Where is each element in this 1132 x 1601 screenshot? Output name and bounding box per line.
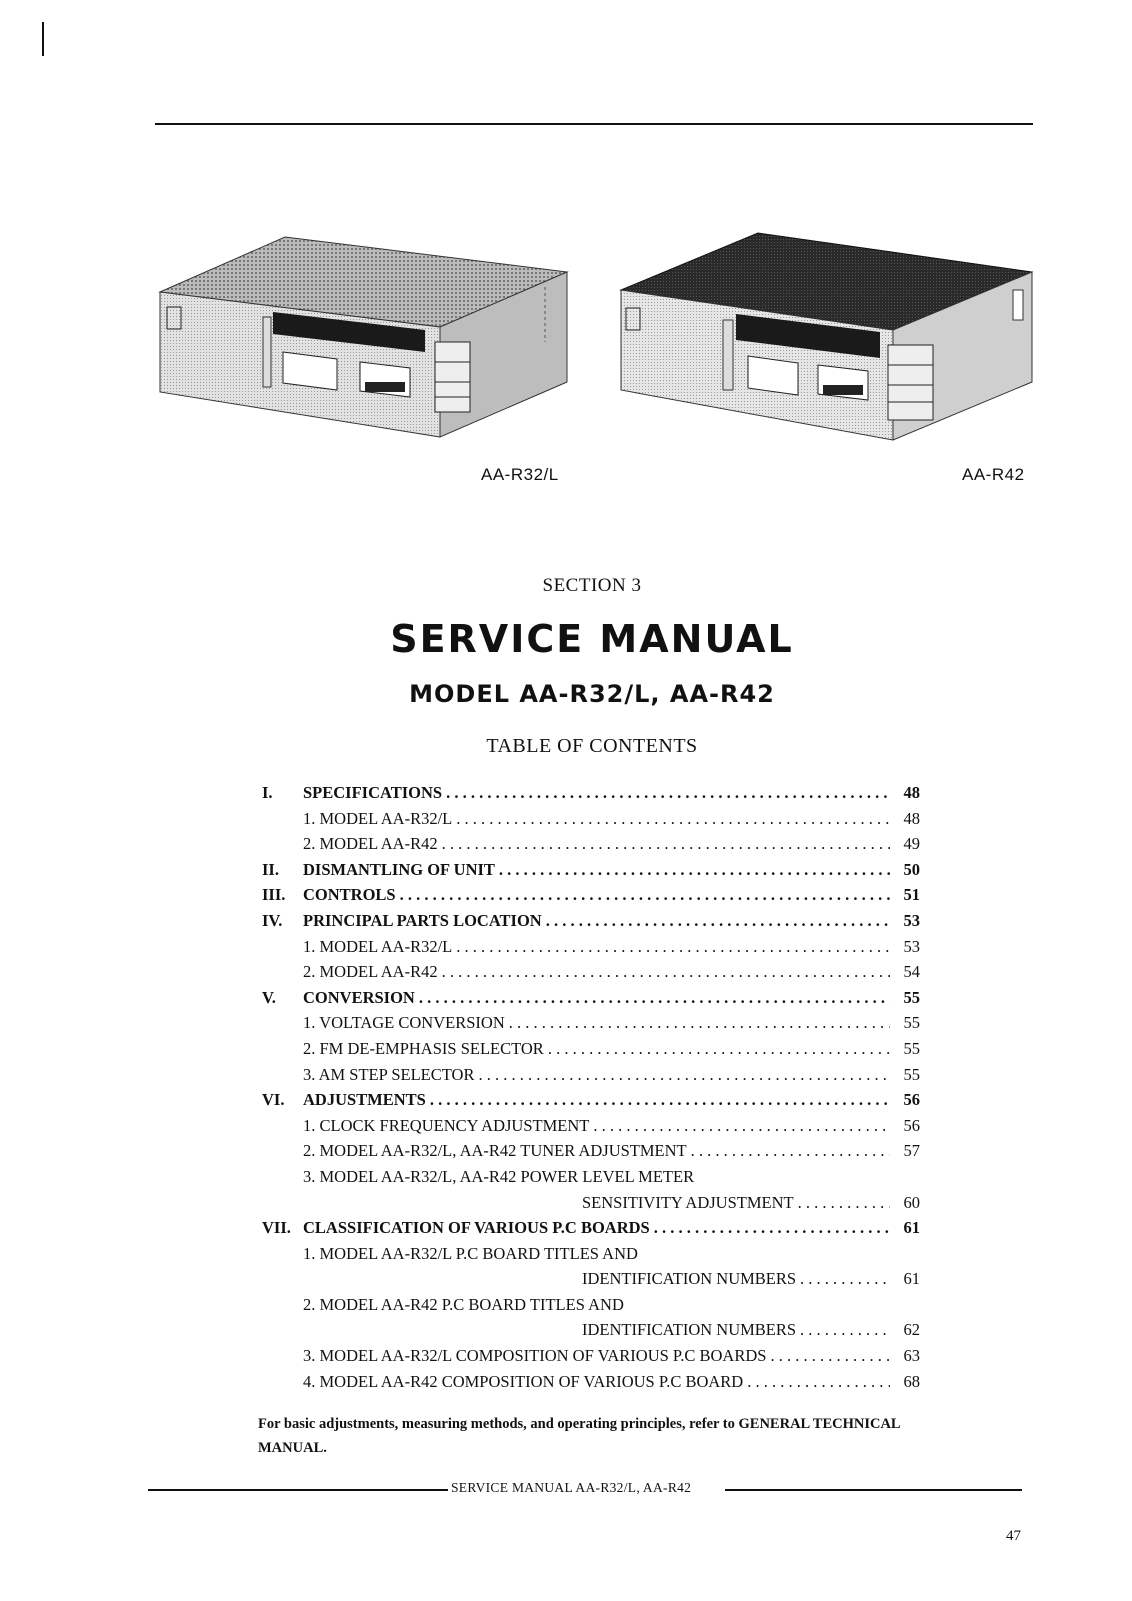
toc-entry-title: SENSITIVITY ADJUSTMENT (582, 1192, 794, 1212)
toc-entry-page: 53 (903, 910, 920, 930)
dot-leader (691, 1138, 890, 1164)
toc-entry-title: 2. MODEL AA-R42 P.C BOARD TITLES AND (303, 1294, 624, 1314)
footer-rule-right (725, 1489, 1022, 1491)
toc-entry-title: ADJUSTMENTS (303, 1090, 426, 1110)
document-title: SERVICE MANUAL (390, 617, 794, 661)
toc-entry[interactable] (262, 857, 920, 883)
toc-entry-page: 63 (903, 1346, 920, 1366)
toc-entry-title: 1. MODEL AA-R32/L (303, 936, 453, 956)
toc-entry[interactable] (262, 1343, 920, 1369)
toc-entry[interactable] (262, 882, 920, 908)
dot-leader (446, 780, 890, 806)
toc-entry[interactable] (262, 908, 920, 934)
toc-entry-title: DISMANTLING OF UNIT (303, 859, 495, 879)
toc-entry-number: IV. (262, 910, 283, 930)
dot-leader (800, 1317, 890, 1343)
toc-entry-page: 55 (903, 987, 920, 1007)
toc-entry-title: CLASSIFICATION OF VARIOUS P.C BOARDS (303, 1218, 650, 1238)
section-label: SECTION 3 (542, 575, 642, 596)
toc-entry-continuation[interactable] (262, 1190, 920, 1216)
toc-entry[interactable] (262, 1241, 920, 1267)
toc-entry[interactable] (262, 1087, 920, 1113)
dot-leader (456, 806, 890, 832)
toc-entry-page: 56 (903, 1090, 920, 1110)
toc-entry-number: V. (262, 987, 276, 1007)
toc-entry-number: I. (262, 783, 273, 802)
toc-entry-title: CONTROLS (303, 885, 396, 905)
dot-leader (442, 959, 890, 985)
dot-leader (770, 1343, 890, 1369)
device-image-aa-r32l (155, 232, 570, 442)
toc-entry-title: IDENTIFICATION NUMBERS (582, 1320, 797, 1340)
toc-entry-title: CONVERSION (303, 987, 415, 1007)
dot-leader (800, 1266, 890, 1292)
toc-entry[interactable] (262, 1369, 920, 1395)
table-of-contents (262, 780, 920, 1394)
toc-entry[interactable] (262, 959, 920, 985)
dot-leader (509, 1010, 890, 1036)
dot-leader (430, 1087, 890, 1113)
toc-entry-title: 3. MODEL AA-R32/L COMPOSITION OF VARIOUS P.C BOARDS (303, 1346, 767, 1366)
toc-entry[interactable] (262, 1062, 920, 1088)
toc-entry-page: 61 (903, 1218, 920, 1238)
toc-entry-page: 56 (903, 1115, 920, 1135)
toc-entry-page: 62 (903, 1320, 920, 1340)
toc-entry-continuation[interactable] (262, 1317, 920, 1343)
model-title: MODEL AA-R32/L, AA-R42 (409, 680, 775, 708)
device-label-aa-r32l: AA-R32/L (481, 465, 559, 484)
toc-entry-title: 2. FM DE-EMPHASIS SELECTOR (303, 1038, 544, 1058)
dot-leader (546, 908, 890, 934)
toc-entry[interactable] (262, 1292, 920, 1318)
toc-entry-title: 2. MODEL AA-R32/L, AA-R42 TUNER ADJUSTMENT (303, 1141, 687, 1161)
toc-entry-page: 57 (903, 1141, 920, 1161)
toc-entry-title: 1. VOLTAGE CONVERSION (303, 1013, 505, 1033)
footer-rule-left (148, 1489, 448, 1491)
toc-entry-page: 55 (903, 1038, 920, 1058)
toc-entry[interactable] (262, 1113, 920, 1139)
dot-leader (499, 857, 890, 883)
dot-leader (747, 1369, 890, 1395)
toc-entry-page: 49 (903, 834, 920, 854)
toc-entry[interactable] (262, 780, 920, 806)
toc-entry[interactable] (262, 1036, 920, 1062)
toc-entry-title: 3. AM STEP SELECTOR (303, 1064, 475, 1084)
toc-entry-page: 51 (903, 885, 920, 905)
dot-leader (442, 831, 890, 857)
toc-entry[interactable] (262, 1164, 920, 1190)
toc-entry[interactable] (262, 1215, 920, 1241)
toc-entry[interactable] (262, 831, 920, 857)
toc-title: TABLE OF CONTENTS (486, 735, 698, 757)
toc-entry-title: SPECIFICATIONS (303, 783, 443, 802)
toc-entry-title: 2. MODEL AA-R42 (303, 962, 438, 982)
toc-entry-page: 50 (903, 859, 920, 879)
toc-entry-title: 1. MODEL AA-R32/L P.C BOARD TITLES AND (303, 1243, 638, 1263)
toc-entry-title: 3. MODEL AA-R32/L, AA-R42 POWER LEVEL METER (303, 1166, 695, 1186)
dot-leader (654, 1215, 890, 1241)
toc-entry-page: 60 (903, 1192, 920, 1212)
toc-entry-title: 1. MODEL AA-R32/L (303, 808, 453, 828)
toc-entry[interactable] (262, 985, 920, 1011)
dot-leader (593, 1113, 890, 1139)
toc-entry-continuation[interactable] (262, 1266, 920, 1292)
footer-text: SERVICE MANUAL AA-R32/L, AA-R42 (451, 1480, 692, 1495)
toc-entry-title: 4. MODEL AA-R42 COMPOSITION OF VARIOUS P.C BOARD (303, 1371, 744, 1391)
dot-leader (798, 1190, 890, 1216)
top-rule (155, 123, 1033, 125)
toc-entry-title: 2. MODEL AA-R42 (303, 834, 438, 854)
toc-entry-number: III. (262, 885, 286, 905)
toc-entry-number: VII. (262, 1218, 291, 1238)
device-image-aa-r42 (618, 230, 1033, 442)
toc-entry-number: II. (262, 859, 279, 879)
device-label-aa-r42: AA-R42 (962, 465, 1025, 484)
toc-entry-page: 48 (903, 808, 920, 828)
toc-entry[interactable] (262, 806, 920, 832)
dot-leader (456, 934, 890, 960)
toc-entry-page: 55 (903, 1064, 920, 1084)
toc-entry[interactable] (262, 934, 920, 960)
toc-entry-title: PRINCIPAL PARTS LOCATION (303, 910, 542, 930)
dot-leader (419, 985, 890, 1011)
toc-entry-page: 48 (903, 783, 920, 802)
toc-entry[interactable] (262, 1138, 920, 1164)
toc-entry[interactable] (262, 1010, 920, 1036)
toc-entry-page: 54 (903, 962, 920, 982)
toc-entry-page: 53 (903, 936, 920, 956)
dot-leader (548, 1036, 890, 1062)
toc-entry-title: 1. CLOCK FREQUENCY ADJUSTMENT (303, 1115, 590, 1135)
dot-leader (478, 1062, 890, 1088)
toc-entry-title: IDENTIFICATION NUMBERS (582, 1269, 797, 1289)
toc-entry-page: 68 (903, 1371, 920, 1391)
margin-mark (42, 22, 44, 56)
toc-entry-page: 55 (903, 1013, 920, 1033)
toc-entry-number: VI. (262, 1090, 285, 1110)
page-number: 47 (1006, 1528, 1021, 1544)
dot-leader (400, 882, 890, 908)
toc-entry-page: 61 (903, 1269, 920, 1289)
reference-note: For basic adjustments, measuring methods, and operating principles, refer to GENERAL TECHNICAL MANUAL. (258, 1416, 900, 1456)
